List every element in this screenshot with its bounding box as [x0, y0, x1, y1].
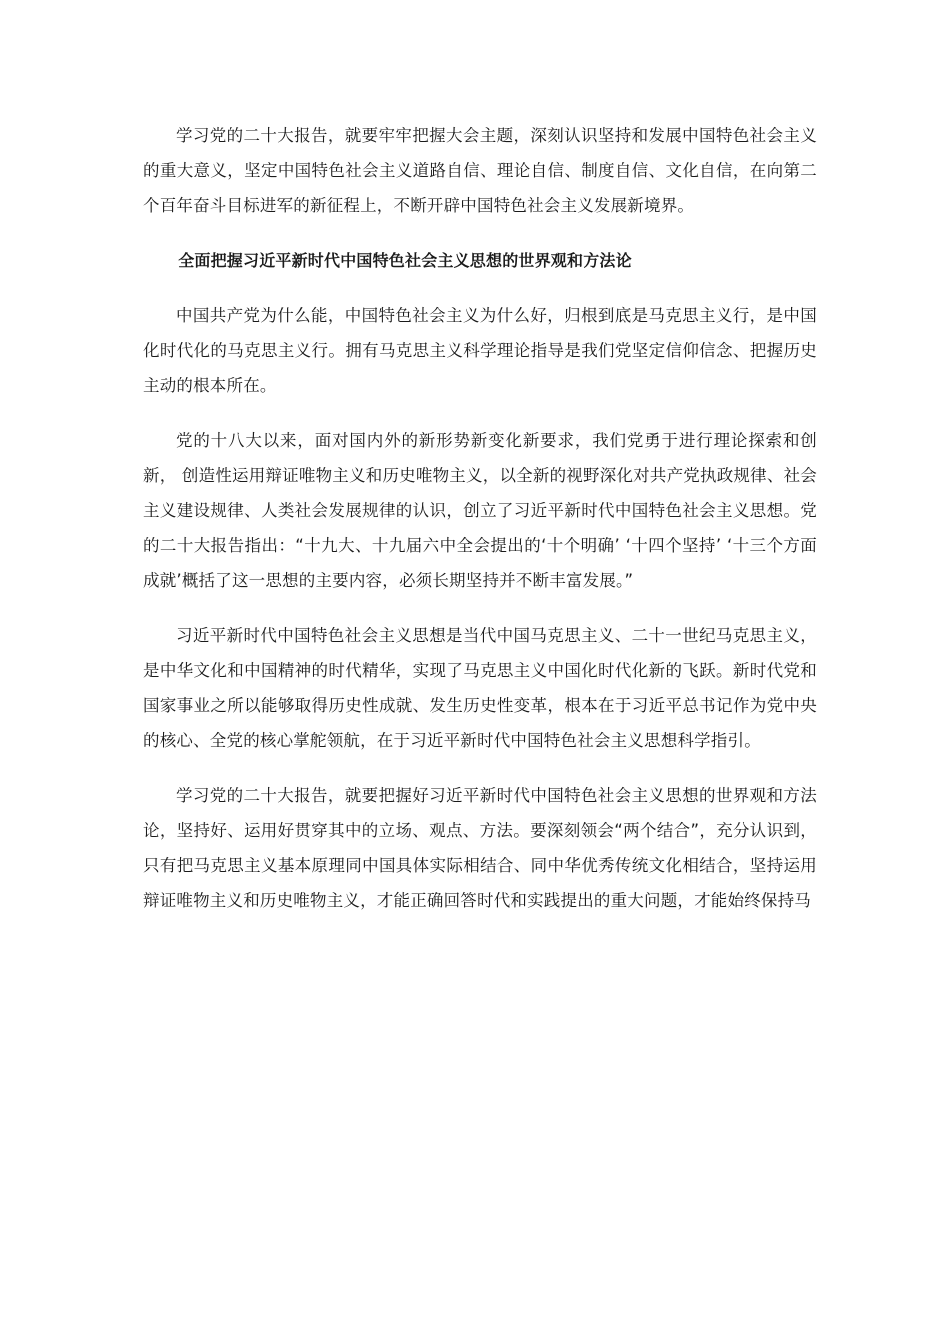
- paragraph-intro: 学习党的二十大报告，就要牢牢把握大会主题，深刻认识坚持和发展中国特色社会主义的重大意义，坚定中国特色社会主义道路自信、理论自信、制度自信、文化自信，在向第二个百年奋斗目标进军的新征程上，不断开辟中国特色社会主义发展新境界。: [143, 126, 817, 215]
- paragraph-xi-thought: 习近平新时代中国特色社会主义思想是当代中国马克思主义、二十一世纪马克思主义，是中华文化和中国精神的时代精华，实现了马克思主义中国化时代化新的飞跃。新时代党和 国家事业之所以能够取得历史性成就、发生历史性变革，根本在于习近平总书记作为党中央 的核心、全党的核心掌舵领航，在于习近平新时代中国特色社会主义思想科学指引。: [143, 626, 817, 750]
- paragraph-why-marxism: 中国共产党为什么能，中国特色社会主义为什么好，归根到底是马克思主义行，是中国化时代化的马克思主义行。拥有马克思主义科学理论指导是我们党坚定信仰信念、把握历史主动的根本所在。: [143, 306, 817, 395]
- section-heading: 全面把握习近平新时代中国特色社会主义思想的世界观和方法论: [178, 251, 632, 270]
- paragraph-worldview-methodology: 学习党的二十大报告，就要把握好习近平新时代中国特色社会主义思想的世界观和方法论，坚持好、运用好贯穿其中的立场、观点、方法。要深刻领会“两个结合”，充分认识到， 只有把马克思主义基本原理同中国具体实际相结合、同中华优秀传统文化相结合，坚持运用辩证唯物主义和历史唯物主义，才能正确回答时代和实践提出的重大问题，才能始终保持马: [143, 786, 817, 910]
- paragraph-since-18th-congress: 党的十八大以来，面对国内外的新形势新变化新要求，我们党勇于进行理论探索和创新， 创造性运用辩证唯物主义和历史唯物主义，以全新的视野深化对共产党执政规律、社会主义建设规律、人类社会发展规律的认识，创立了习近平新时代中国特色社会主义思想。党的二十大报告指出：“十九大、十九届六中全会提出的‘十个明确’ ‘十四个坚持’ ‘十三个方面成就’概括了这一思想的主要内容，必须长期坚持并不断丰富发展。”: [143, 431, 817, 590]
- document-body: [143, 118, 817, 938]
